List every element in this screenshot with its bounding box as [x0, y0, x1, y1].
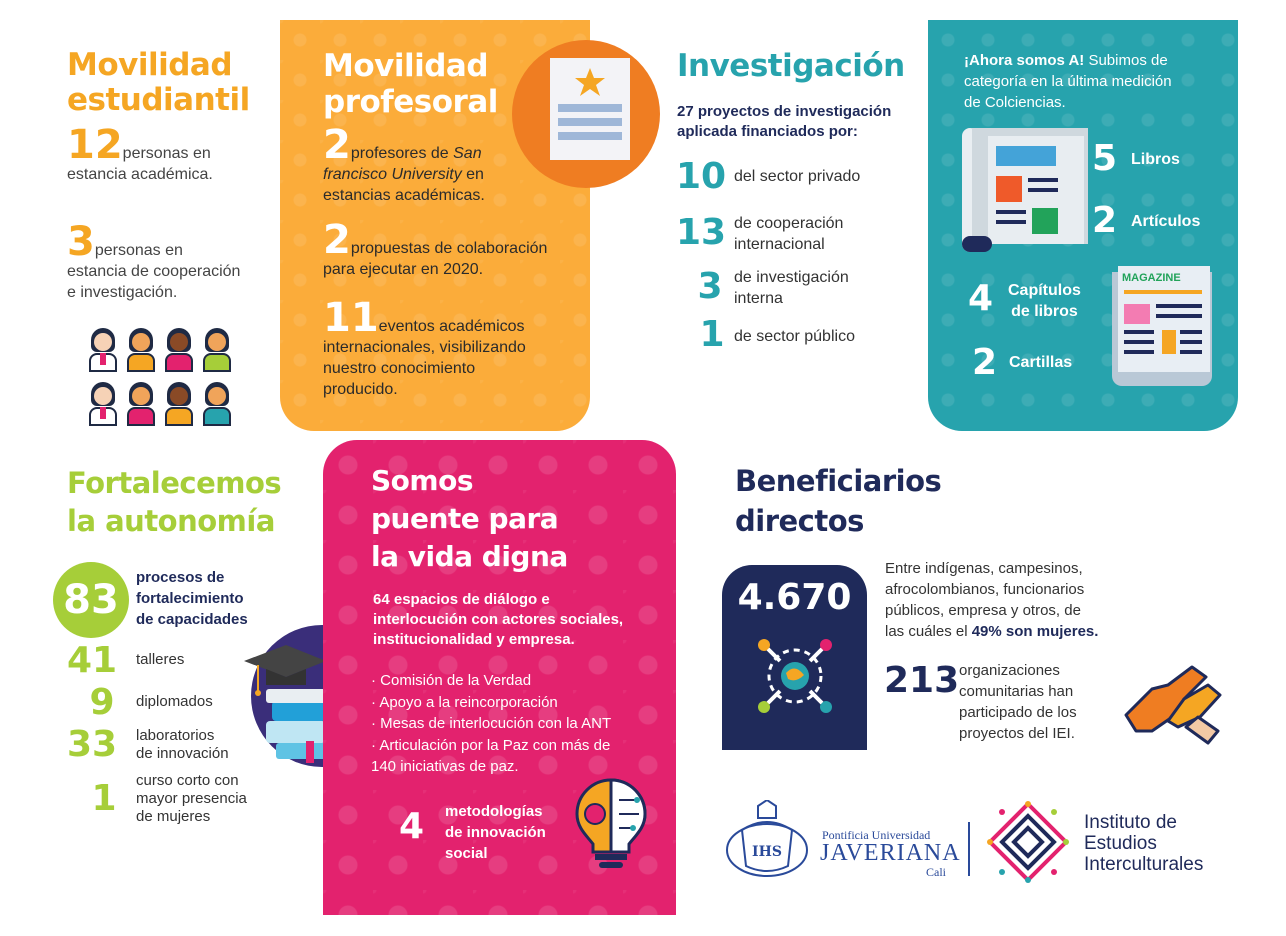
stat-number: 1: [699, 314, 725, 355]
beneficiarios-card: [722, 565, 867, 750]
section-title: Beneficiarios directos: [735, 464, 942, 538]
stat-number: 3: [697, 266, 723, 307]
stat-number: 2: [323, 122, 351, 168]
section-title: Investigación: [677, 48, 905, 84]
section-title: Movilidad profesoral: [323, 48, 498, 120]
graduation-cap-icon: [236, 625, 326, 767]
list-item: · Comisión de la Verdad: [371, 672, 532, 689]
lightbulb-icon: [573, 776, 649, 872]
stat-number: 4: [399, 806, 425, 847]
list-item: · Apoyo a la reincorporación: [371, 693, 558, 711]
list-item: · Mesas de interlocución con la ANT: [371, 715, 612, 732]
stat-number: 1: [91, 778, 117, 819]
movilidad-profesoral-card: Movilidad profesoral 2profesores de San francisco University en estancias académicas. 2propuestas de colaboración para ejecutar en 2020. 11eventos académicos internacionales, visibilizando nuestro conocimiento producido.: [280, 20, 590, 431]
list-item: · Articulación por la Paz con más de: [371, 736, 611, 754]
main-stat-circle: 83: [53, 562, 129, 638]
stat-number: 2: [972, 342, 998, 383]
people-circle-icon: [750, 631, 840, 721]
categoria-card: ¡Ahora somos A! Subimos de categoría en la última medición de Colciencias. 5 Libros 2 Artículos 4 Capítulos de libros 2 Cartillas MAGAZINE: [928, 20, 1238, 431]
stat-number: 9: [89, 682, 115, 723]
section-title: Somos puente para la vida digna: [371, 464, 568, 573]
iei-spiral-icon: [986, 800, 1070, 884]
students-illustration: [88, 328, 238, 433]
stat-number: 4: [968, 278, 994, 319]
stat-number: 41: [66, 640, 118, 681]
puente-card: Somos puente para la vida digna 64 espacios de diálogo e interlocución con actores sociales, institucionalidad y empresa. · Comisión de la Verdad · Apoyo a la reincorporación · Mesas de interlocución con la ANT · Articulación por la Paz con más de 140 iniciativas de paz. 4 metodologías de innovación social: [323, 440, 676, 915]
big-stat: 4.670: [737, 577, 852, 618]
section-title: Fortalecemos la autonomía: [67, 466, 282, 538]
section-title: Movilidad estudiantil: [67, 47, 250, 118]
stat-number: 5: [1092, 138, 1118, 179]
stat-number: 213: [884, 660, 960, 701]
certificate-icon: [512, 40, 660, 188]
logo-divider: [968, 822, 970, 876]
stat-number: 13: [676, 212, 727, 253]
stat-number: 2: [1092, 200, 1118, 241]
stat-number: 11: [323, 295, 379, 341]
javeriana-shield-icon: IHS: [722, 800, 812, 880]
stat-number: 3: [67, 219, 95, 265]
bullet-list: [371, 670, 611, 778]
magazine-icon: MAGAZINE: [1112, 266, 1216, 388]
stat-number: 10: [676, 156, 727, 197]
handshake-icon: [1122, 655, 1224, 747]
newspaper-icon: [962, 128, 1092, 258]
stat-number: 2: [323, 217, 351, 263]
stat-number: 12: [67, 122, 123, 168]
list-item: 140 iniciativas de paz.: [371, 758, 519, 775]
stat-number: 33: [66, 724, 118, 765]
